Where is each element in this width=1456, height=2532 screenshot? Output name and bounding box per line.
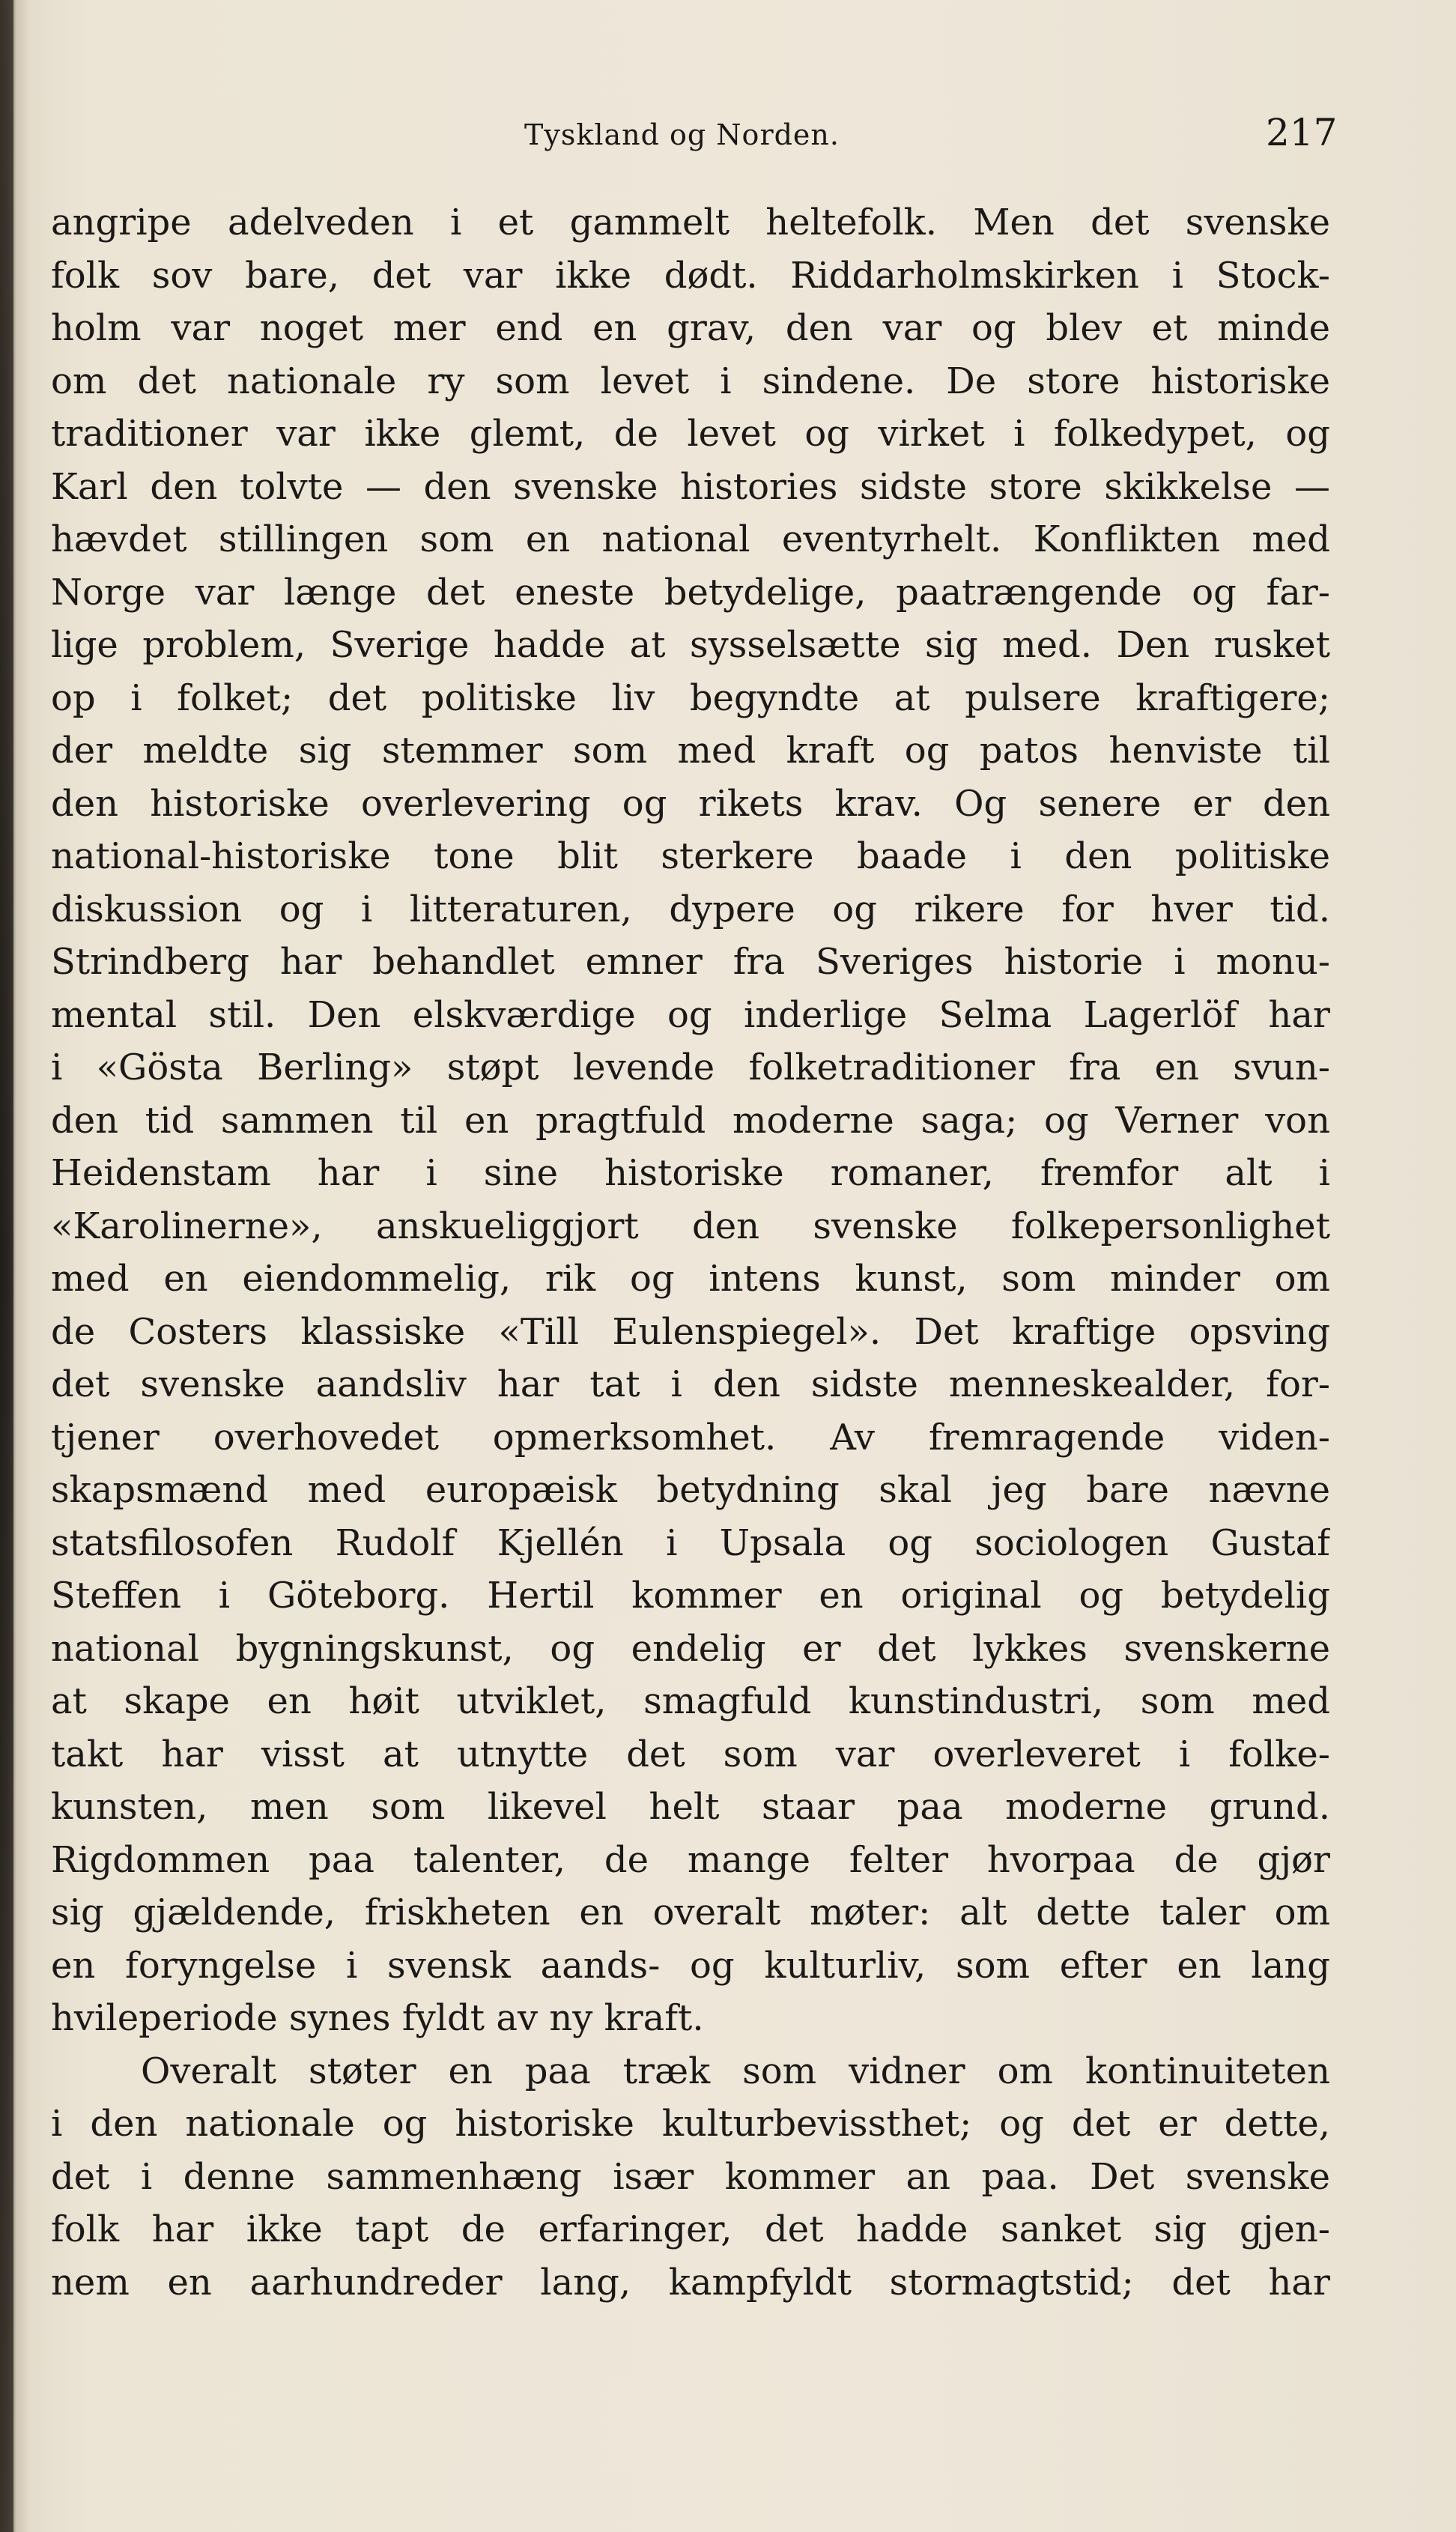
text-line: lige problem, Sverige hadde at sysselsætte sig med. Den rusket xyxy=(51,624,1330,666)
text-line: tjener overhovedet opmerksomhet. Av fremragende viden- xyxy=(51,1416,1330,1459)
text-line: hævdet stillingen som en national eventyrhelt. Konflikten med xyxy=(51,518,1330,560)
text-line: «Karolinerne», anskueliggjort den svenske folkepersonlighet xyxy=(51,1205,1330,1247)
text-line: Heidenstam har i sine historiske romaner, fremfor alt i xyxy=(51,1152,1330,1194)
text-line: der meldte sig stemmer som med kraft og patos henviste til xyxy=(51,730,1330,772)
text-line: Steffen i Göteborg. Hertil kommer en original og betydelig xyxy=(51,1575,1330,1617)
body-text xyxy=(51,196,1330,2309)
text-line: en foryngelse i svensk aands- og kulturliv, som efter en lang xyxy=(51,1944,1330,1987)
text-line: Strindberg har behandlet emner fra Sveriges historie i monu- xyxy=(51,941,1330,983)
text-line: i «Gösta Berling» støpt levende folketraditioner fra en svun- xyxy=(51,1047,1330,1088)
text-line: den tid sammen til en pragtfuld moderne saga; og Verner von xyxy=(51,1099,1330,1142)
text-line: national-historiske tone blit sterkere baade i den politiske xyxy=(51,835,1330,877)
text-line: med en eiendommelig, rik og intens kunst, som minder om xyxy=(51,1258,1330,1300)
page-number: 217 xyxy=(1266,111,1338,154)
paragraph xyxy=(51,196,1330,2045)
text-line: Karl den tolvte — den svenske histories sidste store skikkelse — xyxy=(51,465,1330,508)
text-line: national bygningskunst, og endelig er det lykkes svenskerne xyxy=(51,1627,1330,1670)
text-line: mental stil. Den elskværdige og inderlige Selma Lagerlöf har xyxy=(51,993,1330,1036)
text-line: folk sov bare, det var ikke dødt. Riddarholmskirken i Stock- xyxy=(51,254,1330,297)
text-line: angripe adelveden i et gammelt heltefolk. Men det svenske xyxy=(51,202,1330,243)
text-line: traditioner var ikke glemt, de levet og virket i folkedypet, og xyxy=(51,413,1330,455)
text-line: diskussion og i litteraturen, dypere og rikere for hver tid. xyxy=(51,888,1330,930)
book-spine-shadow xyxy=(0,0,13,2532)
text-line: skapsmænd med europæisk betydning skal jeg bare nævne xyxy=(51,1469,1330,1511)
text-line: Overalt støter en paa træk som vidner om kontinuiteten xyxy=(141,2050,1330,2092)
text-line: det svenske aandsliv har tat i den sidste menneskealder, for- xyxy=(51,1363,1330,1405)
text-line: sig gjældende, friskheten en overalt møter: alt dette taler om xyxy=(51,1892,1330,1933)
text-line: statsfilosofen Rudolf Kjellén i Upsala og sociologen Gustaf xyxy=(51,1521,1330,1564)
text-line: folk har ikke tapt de erfaringer, det hadde sanket sig gjen- xyxy=(51,2208,1330,2250)
text-line: op i folket; det politiske liv begyndte at pulsere kraftigere; xyxy=(51,676,1330,719)
text-line: holm var noget mer end en grav, den var og blev et minde xyxy=(51,307,1330,349)
text-line: de Costers klassiske «Till Eulenspiegel». Det kraftige opsving xyxy=(51,1310,1330,1353)
text-line: at skape en høit utviklet, smagfuld kunstindustri, som med xyxy=(51,1680,1330,1722)
text-line: kunsten, men som likevel helt staar paa moderne grund. xyxy=(51,1786,1330,1828)
text-line: Rigdommen paa talenter, de mange felter hvorpaa de gjør xyxy=(51,1838,1330,1881)
text-line: Norge var længe det eneste betydelige, paatrængende og far- xyxy=(51,571,1330,614)
text-line: i den nationale og historiske kulturbevissthet; og det er dette, xyxy=(51,2103,1330,2145)
text-line: det i denne sammenhæng især kommer an paa. Det svenske xyxy=(51,2155,1330,2198)
text-line: hvileperiode synes fyldt av ny kraft. xyxy=(51,1997,704,2039)
text-line: takt har visst at utnytte det som var overleveret i folke- xyxy=(51,1733,1330,1775)
text-line: nem en aarhundreder lang, kampfyldt stormagtstid; det har xyxy=(51,2261,1330,2304)
paragraph xyxy=(51,2045,1330,2310)
running-head xyxy=(0,111,1456,163)
text-line: om det nationale ry som levet i sindene. De store historiske xyxy=(51,360,1330,402)
running-head-title: Tyskland og Norden. xyxy=(524,118,840,151)
text-line: den historiske overlevering og rikets krav. Og senere er den xyxy=(51,782,1330,825)
